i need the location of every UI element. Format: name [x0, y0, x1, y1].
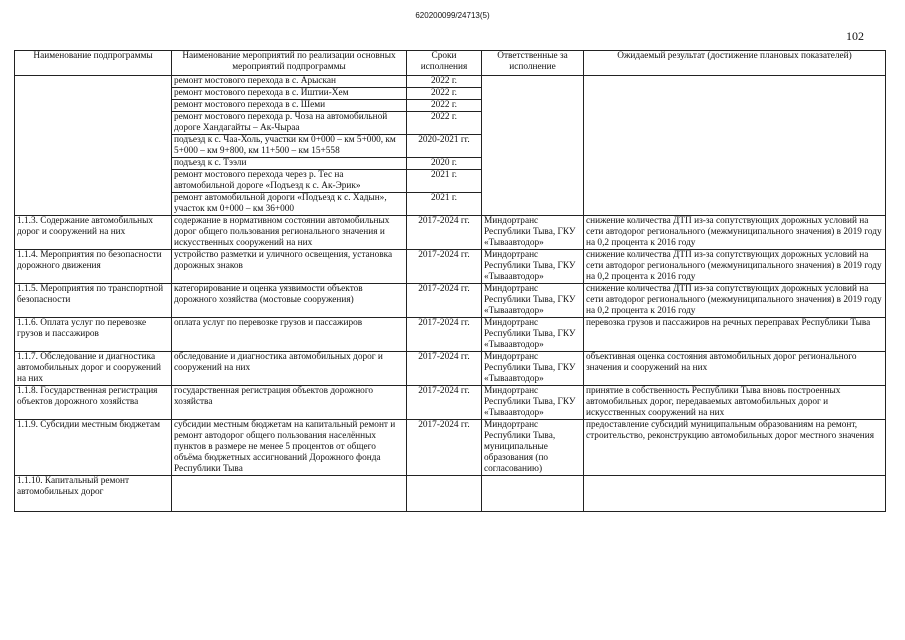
table-row: [15, 386, 886, 420]
event-cell: ремонт мостового перехода в с. Шеми: [172, 100, 407, 112]
event-cell: устройство разметки и уличного освещения, установка дорожных знаков: [172, 250, 407, 284]
table-row: [15, 250, 886, 284]
subprogram-cell: 1.1.4. Мероприятия по безопасности дорожного движения: [15, 250, 172, 284]
subprogram-cell-empty: [15, 76, 172, 216]
table-row: [15, 76, 886, 88]
event-cell: содержание в нормативном состоянии автомобильных дорог общего пользования регионального значения и искусственных сооружений на них: [172, 216, 407, 250]
term-cell: 2017-2024 гг.: [407, 318, 482, 352]
table-row: [15, 216, 886, 250]
subprogram-cell: 1.1.10. Капитальный ремонт автомобильных дорог: [15, 476, 172, 512]
subprogram-cell: 1.1.9. Субсидии местным бюджетам: [15, 420, 172, 476]
responsible-cell: Миндортранс Республики Тыва, ГКУ «Тываавтодор»: [482, 216, 584, 250]
table-row: [15, 352, 886, 386]
responsible-cell: Миндортранс Республики Тыва, муниципальные образования (по согласованию): [482, 420, 584, 476]
header-subprogram: Наименование подпрограммы: [15, 51, 172, 76]
event-cell: ремонт мостового перехода в с. Арыскан: [172, 76, 407, 88]
table-header-row: [15, 51, 886, 76]
event-cell: ремонт мостового перехода в с. Иштии-Хем: [172, 88, 407, 100]
term-cell: 2021 г.: [407, 193, 482, 216]
event-cell: ремонт мостового перехода через р. Тес на автомобильной дороге «Подъезд к с. Ак-Эрик»: [172, 170, 407, 193]
program-table: [14, 50, 886, 512]
event-cell: государственная регистрация объектов дорожного хозяйства: [172, 386, 407, 420]
subprogram-cell: 1.1.3. Содержание автомобильных дорог и сооружений на них: [15, 216, 172, 250]
subprogram-cell: 1.1.8. Государственная регистрация объектов дорожного хозяйства: [15, 386, 172, 420]
responsible-cell: Миндортранс Республики Тыва, ГКУ «Тываавтодор»: [482, 352, 584, 386]
table-row: [15, 476, 886, 512]
term-cell: 2022 г.: [407, 76, 482, 88]
term-cell: 2022 г.: [407, 88, 482, 100]
subprogram-cell: 1.1.7. Обследование и диагностика автомобильных дорог и сооружений на них: [15, 352, 172, 386]
event-cell: ремонт автомобильной дороги «Подъезд к с. Хадын», участок км 0+000 – км 36+000: [172, 193, 407, 216]
term-cell: 2017-2024 гг.: [407, 420, 482, 476]
result-cell: принятие в собственность Республики Тыва вновь построенных автомобильных дорог, передаваемых автомобильных дорог и искусственных сооружений на них: [584, 386, 886, 420]
responsible-cell: Миндортранс Республики Тыва, ГКУ «Тываавтодор»: [482, 318, 584, 352]
event-cell: ремонт мостового перехода р. Чоза на автомобильной дороге Хандагайты – Ак-Чыраа: [172, 112, 407, 135]
result-cell: снижение количества ДТП из-за сопутствующих дорожных условий на сети автодорог регионального (межмуниципального значения) в 2019 году на 0,2 процента к 2016 году: [584, 216, 886, 250]
table-row: [15, 284, 886, 318]
result-cell: перевозка грузов и пассажиров на речных переправах Республики Тыва: [584, 318, 886, 352]
term-cell: 2017-2024 гг.: [407, 284, 482, 318]
header-event: Наименование мероприятий по реализации основных мероприятий подпрограммы: [172, 51, 407, 76]
event-cell: субсидии местным бюджетам на капитальный ремонт и ремонт автодорог общего пользования населённых пунктов в размере не менее 5 процентов от общего объёма бюджетных ассигнований Дорожного фонда Республики Тыва: [172, 420, 407, 476]
responsible-cell: Миндортранс Республики Тыва, ГКУ «Тываавтодор»: [482, 386, 584, 420]
table-row: [15, 318, 886, 352]
event-cell: обследование и диагностика автомобильных дорог и сооружений на них: [172, 352, 407, 386]
document-id: 620200099/24713(5): [415, 11, 490, 20]
result-cell: объективная оценка состояния автомобильных дорог регионального значения и сооружений на них: [584, 352, 886, 386]
event-cell: [172, 476, 407, 512]
term-cell: 2020 г.: [407, 158, 482, 170]
term-cell: [407, 476, 482, 512]
page-number: 102: [846, 29, 864, 43]
term-cell: 2017-2024 гг.: [407, 352, 482, 386]
responsible-cell: Миндортранс Республики Тыва, ГКУ «Тываавтодор»: [482, 250, 584, 284]
result-cell-empty: [584, 76, 886, 216]
term-cell: 2020-2021 гг.: [407, 135, 482, 158]
term-cell: 2017-2024 гг.: [407, 386, 482, 420]
term-cell: 2021 г.: [407, 170, 482, 193]
event-cell: подъезд к с. Тээли: [172, 158, 407, 170]
subprogram-cell: 1.1.5. Мероприятия по транспортной безопасности: [15, 284, 172, 318]
result-cell: снижение количества ДТП из-за сопутствующих дорожных условий на сети автодорог регионального (межмуниципального значения) в 2019 году на 0,2 процента к 2016 году: [584, 284, 886, 318]
term-cell: 2022 г.: [407, 112, 482, 135]
event-cell: категорирование и оценка уязвимости объектов дорожного хозяйства (мостовые сооружения): [172, 284, 407, 318]
result-cell: предоставление субсидий муниципальным образованиям на ремонт, строительство, реконструкцию автомобильных дорог местного значения: [584, 420, 886, 476]
responsible-cell: [482, 476, 584, 512]
term-cell: 2022 г.: [407, 100, 482, 112]
term-cell: 2017-2024 гг.: [407, 216, 482, 250]
event-cell: оплата услуг по перевозке грузов и пассажиров: [172, 318, 407, 352]
subprogram-cell: 1.1.6. Оплата услуг по перевозке грузов и пассажиров: [15, 318, 172, 352]
header-term: Сроки исполнения: [407, 51, 482, 76]
result-cell: снижение количества ДТП из-за сопутствующих дорожных условий на сети автодорог регионального (межмуниципального значения) в 2019 году на 0,2 процента к 2016 году: [584, 250, 886, 284]
event-cell: подъезд к с. Чаа-Холь, участки км 0+000 – км 5+000, км 5+000 – км 9+800, км 11+500 – км 15+558: [172, 135, 407, 158]
header-result: Ожидаемый результат (достижение плановых показателей): [584, 51, 886, 76]
responsible-cell-empty: [482, 76, 584, 216]
result-cell: [584, 476, 886, 512]
table-row: [15, 420, 886, 476]
responsible-cell: Миндортранс Республики Тыва, ГКУ «Тываавтодор»: [482, 284, 584, 318]
term-cell: 2017-2024 гг.: [407, 250, 482, 284]
header-responsible: Ответственные за исполнение: [482, 51, 584, 76]
